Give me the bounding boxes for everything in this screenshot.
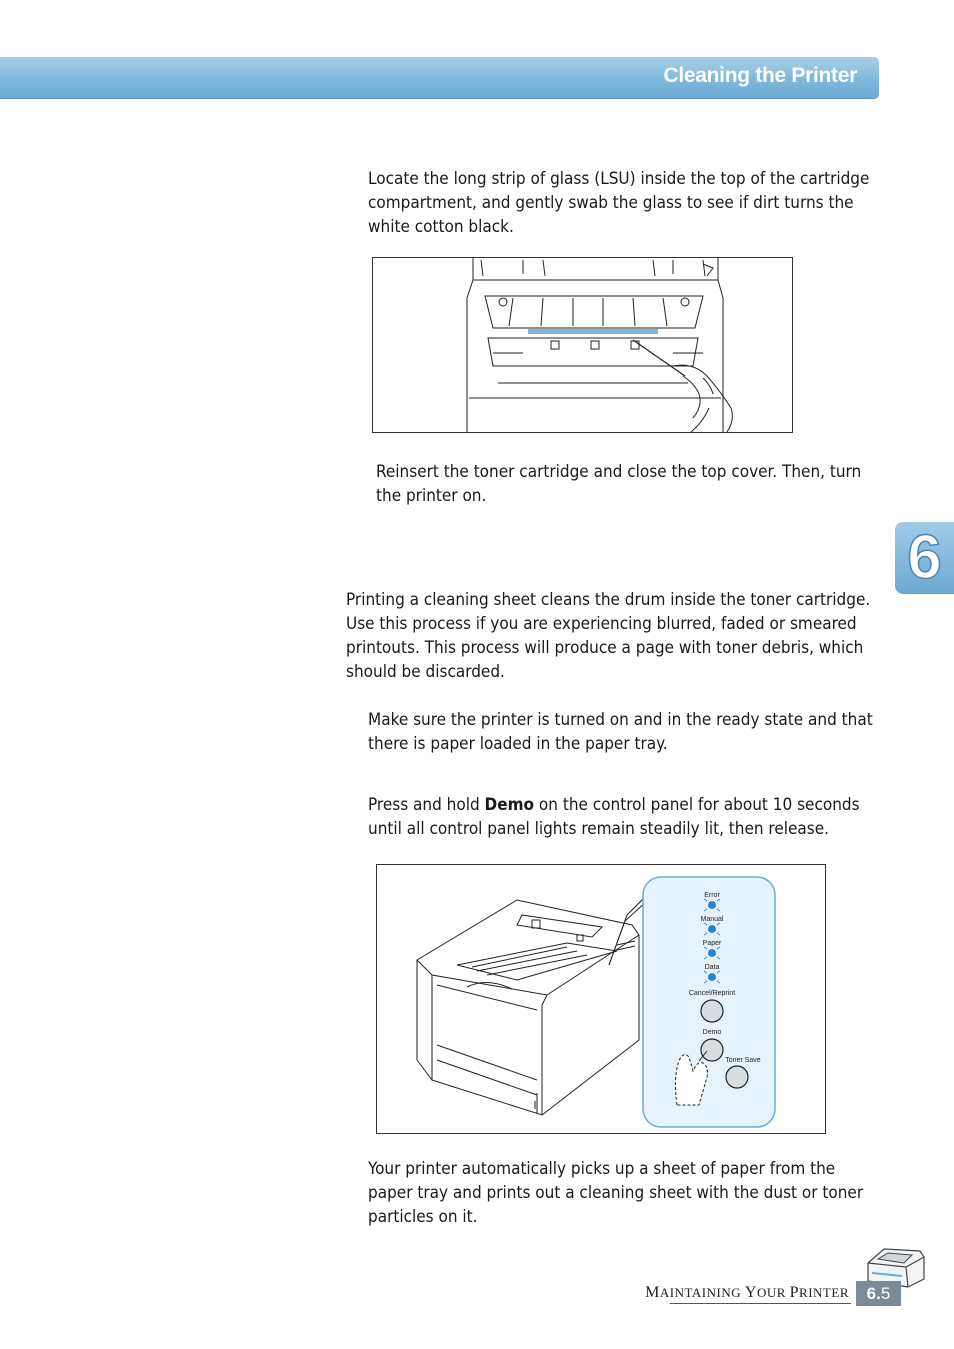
cleaning-sheet-intro: Printing a cleaning sheet cleans the drum inside the toner cartridge. Use this process if you are experiencing blurred, faded or smeared printouts. This process will produce a page with toner debris, which should be discarded. [346, 590, 871, 682]
panel-label-manual: Manual [700, 916, 724, 923]
result-step-text: Your printer automatically picks up a sheet of paper from the paper tray and prints out a cleaning sheet with the dust or toner particles on it. [368, 1159, 864, 1227]
press-demo-before: Press and hold [368, 795, 485, 815]
cancel-reprint-button[interactable] [701, 1000, 723, 1022]
toner-save-button[interactable] [726, 1066, 748, 1088]
section-title: Cleaning the Printer [663, 64, 857, 87]
error-led [709, 902, 716, 909]
chapter-tab[interactable] [895, 522, 954, 594]
paper-led [709, 950, 716, 957]
panel-label-toner-save: Toner Save [725, 1057, 761, 1064]
demo-button[interactable] [701, 1039, 723, 1061]
press-demo-step-text [368, 793, 888, 841]
chapter-number: 6 [907, 523, 942, 592]
printer-interior-drawing [373, 258, 792, 432]
reinsert-step-text: Reinsert the toner cartridge and close the top cover. Then, turn the printer on. [376, 462, 862, 506]
lsu-step-text: Locate the long strip of glass (LSU) inside the top of the cartridge compartment, and gently swab the glass to see if dirt turns the white cotton black. [368, 169, 870, 237]
page-number: 6.5 [856, 1281, 901, 1306]
panel-label-paper: Paper [702, 940, 722, 947]
section-header-bar [0, 57, 879, 98]
data-led [709, 974, 716, 981]
footer-rule [670, 1303, 851, 1304]
footer-section-name: MAINTAINING YOUR PRINTER [645, 1284, 849, 1301]
control-panel-illustration [376, 864, 826, 1134]
panel-label-cancel-reprint: Cancel/Reprint [688, 990, 736, 997]
press-demo-after: on the control panel for about 10 seconds until all control panel lights remain steadily lit, then release. [368, 795, 860, 839]
panel-label-error: Error [704, 892, 720, 899]
panel-label-data: Data [704, 964, 720, 971]
manual-led [709, 926, 716, 933]
ready-step-text: Make sure the printer is turned on and in the ready state and that there is paper loaded in the paper tray. [368, 710, 873, 754]
panel-label-demo: Demo [702, 1029, 722, 1036]
demo-keyword: Demo [484, 795, 535, 815]
printer-exterior-drawing [377, 865, 825, 1133]
lsu-illustration [372, 257, 793, 433]
